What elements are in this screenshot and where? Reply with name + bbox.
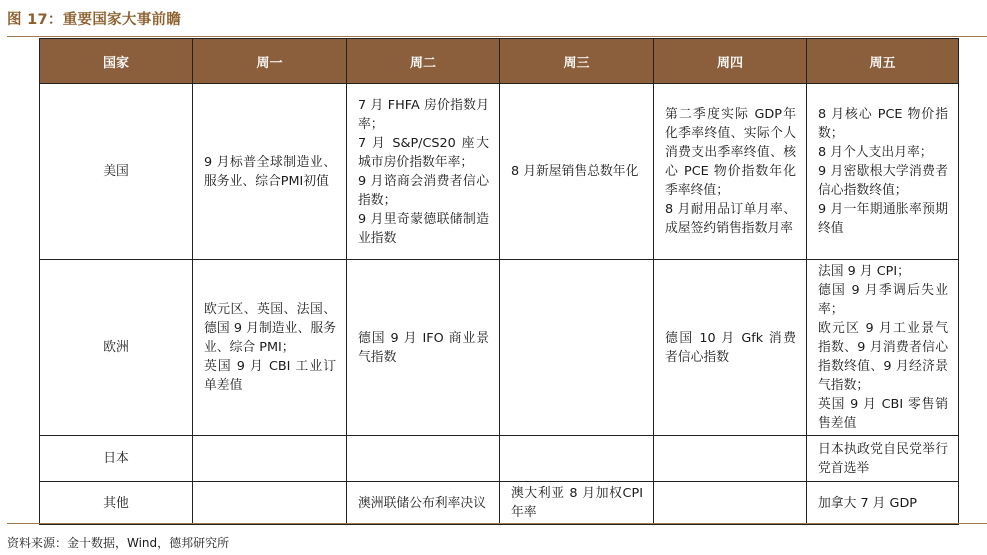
table-row-europe xyxy=(40,260,959,436)
table-row-other xyxy=(40,482,959,525)
weekly-events-table xyxy=(39,38,959,525)
cell-wednesday: 8 月新屋销售总数年化 xyxy=(500,84,654,260)
header-wednesday: 周三 xyxy=(500,39,654,84)
header-tuesday: 周二 xyxy=(347,39,500,84)
row-country: 美国 xyxy=(40,84,193,260)
row-country: 日本 xyxy=(40,436,193,482)
table-header-row xyxy=(40,39,959,84)
header-friday: 周五 xyxy=(807,39,959,84)
figure-title: 图 17：重要国家大事前瞻 xyxy=(7,12,182,28)
cell-friday: 8 月核心 PCE 物价指数； 8 月个人支出月率； 9 月密歇根大学消费者信心指数终值； 9 月一年期通胀率预期终值 xyxy=(807,84,959,260)
cell-monday: 9 月标普全球制造业、服务业、综合PMI初值 xyxy=(193,84,347,260)
cell-monday xyxy=(193,482,347,525)
cell-tuesday: 7 月 FHFA 房价指数月率； 7 月 S&P/CS20 座大城市房价指数年率； 9 月谘商会消费者信心指数； 9 月里奇蒙德联储制造业指数 xyxy=(347,84,500,260)
cell-wednesday xyxy=(500,436,654,482)
header-thursday: 周四 xyxy=(654,39,807,84)
header-monday: 周一 xyxy=(193,39,347,84)
cell-thursday: 第二季度实际 GDP年化季率终值、实际个人消费支出季率终值、核心 PCE 物价指数年化季率终值； 8 月耐用品订单月率、成屋签约销售指数月率 xyxy=(654,84,807,260)
cell-tuesday: 德国 9 月 IFO 商业景气指数 xyxy=(347,260,500,436)
cell-friday: 加拿大 7 月 GDP xyxy=(807,482,959,525)
cell-friday: 日本执政党自民党举行党首选举 xyxy=(807,436,959,482)
cell-thursday: 德国 10 月 Gfk 消费者信心指数 xyxy=(654,260,807,436)
cell-thursday xyxy=(654,436,807,482)
header-country: 国家 xyxy=(40,39,193,84)
cell-tuesday: 澳洲联储公布利率决议 xyxy=(347,482,500,525)
source-divider xyxy=(7,523,987,524)
title-divider xyxy=(7,36,987,37)
cell-wednesday: 澳大利亚 8 月加权CPI 年率 xyxy=(500,482,654,525)
row-country: 欧洲 xyxy=(40,260,193,436)
cell-friday: 法国 9 月 CPI； 德国 9 月季调后失业率； 欧元区 9 月工业景气指数、9 月消费者信心指数终值、9 月经济景气指数； 英国 9 月 CBI 零售销售差值 xyxy=(807,260,959,436)
cell-tuesday xyxy=(347,436,500,482)
source-note: 资料来源：金十数据，Wind，德邦研究所 xyxy=(7,536,230,550)
cell-thursday xyxy=(654,482,807,525)
cell-monday xyxy=(193,436,347,482)
cell-wednesday xyxy=(500,260,654,436)
table-row-japan xyxy=(40,436,959,482)
cell-monday: 欧元区、英国、法国、德国 9 月制造业、服务业、综合 PMI； 英国 9 月 CBI 工业订单差值 xyxy=(193,260,347,436)
table-row-usa xyxy=(40,84,959,260)
row-country: 其他 xyxy=(40,482,193,525)
